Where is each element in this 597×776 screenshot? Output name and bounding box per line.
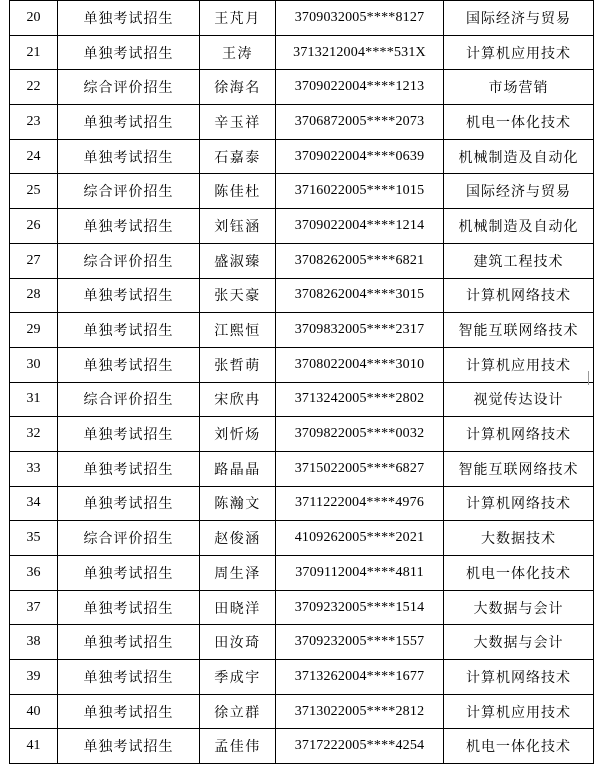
table-row bbox=[10, 451, 594, 486]
cell-admission-type: 单独考试招生 bbox=[58, 694, 200, 729]
cell-admission-type: 单独考试招生 bbox=[58, 35, 200, 70]
cell-admission-type: 单独考试招生 bbox=[58, 625, 200, 660]
cell-major: 计算机网络技术 bbox=[444, 660, 594, 695]
cell-serial-number: 24 bbox=[10, 139, 58, 174]
cell-major: 机械制造及自动化 bbox=[444, 139, 594, 174]
table-row bbox=[10, 590, 594, 625]
cell-admission-type: 单独考试招生 bbox=[58, 486, 200, 521]
cell-id-number: 3716022005****1015 bbox=[276, 174, 444, 209]
cell-serial-number: 34 bbox=[10, 486, 58, 521]
cell-serial-number: 25 bbox=[10, 174, 58, 209]
cell-id-number: 3715022005****6827 bbox=[276, 451, 444, 486]
cell-student-name: 周生泽 bbox=[200, 556, 276, 591]
cell-serial-number: 41 bbox=[10, 729, 58, 764]
cell-major: 机电一体化技术 bbox=[444, 556, 594, 591]
table-row bbox=[10, 139, 594, 174]
admission-table bbox=[9, 0, 594, 764]
cell-student-name: 王涛 bbox=[200, 35, 276, 70]
cell-student-name: 徐立群 bbox=[200, 694, 276, 729]
cell-id-number: 3717222005****4254 bbox=[276, 729, 444, 764]
cell-student-name: 张哲萌 bbox=[200, 347, 276, 382]
table-row bbox=[10, 313, 594, 348]
cell-student-name: 田晓洋 bbox=[200, 590, 276, 625]
cell-student-name: 张天豪 bbox=[200, 278, 276, 313]
cell-major: 国际经济与贸易 bbox=[444, 174, 594, 209]
cell-serial-number: 23 bbox=[10, 105, 58, 140]
cell-student-name: 陈佳杜 bbox=[200, 174, 276, 209]
cell-id-number: 3713022005****2812 bbox=[276, 694, 444, 729]
cell-admission-type: 单独考试招生 bbox=[58, 729, 200, 764]
table-row bbox=[10, 521, 594, 556]
cell-major: 智能互联网络技术 bbox=[444, 313, 594, 348]
table-row bbox=[10, 105, 594, 140]
cell-serial-number: 31 bbox=[10, 382, 58, 417]
cell-major: 机械制造及自动化 bbox=[444, 209, 594, 244]
cell-major: 市场营销 bbox=[444, 70, 594, 105]
cell-id-number: 3706872005****2073 bbox=[276, 105, 444, 140]
cell-serial-number: 29 bbox=[10, 313, 58, 348]
cell-id-number: 3708022004****3010 bbox=[276, 347, 444, 382]
cell-admission-type: 单独考试招生 bbox=[58, 278, 200, 313]
cell-serial-number: 40 bbox=[10, 694, 58, 729]
cell-admission-type: 单独考试招生 bbox=[58, 1, 200, 36]
cell-major: 机电一体化技术 bbox=[444, 729, 594, 764]
cell-student-name: 孟佳伟 bbox=[200, 729, 276, 764]
cell-id-number: 3713262004****1677 bbox=[276, 660, 444, 695]
cell-student-name: 宋欣冉 bbox=[200, 382, 276, 417]
table-row bbox=[10, 209, 594, 244]
cell-id-number: 3709832005****2317 bbox=[276, 313, 444, 348]
cell-serial-number: 32 bbox=[10, 417, 58, 452]
table-row bbox=[10, 382, 594, 417]
cell-serial-number: 28 bbox=[10, 278, 58, 313]
cell-major: 国际经济与贸易 bbox=[444, 1, 594, 36]
cell-major: 计算机网络技术 bbox=[444, 486, 594, 521]
cell-student-name: 季成宇 bbox=[200, 660, 276, 695]
cell-admission-type: 综合评价招生 bbox=[58, 382, 200, 417]
cell-major: 建筑工程技术 bbox=[444, 243, 594, 278]
cell-student-name: 石嘉泰 bbox=[200, 139, 276, 174]
admission-table-body bbox=[10, 1, 594, 764]
cell-admission-type: 综合评价招生 bbox=[58, 174, 200, 209]
cell-admission-type: 单独考试招生 bbox=[58, 556, 200, 591]
cell-major: 计算机网络技术 bbox=[444, 278, 594, 313]
cell-admission-type: 单独考试招生 bbox=[58, 139, 200, 174]
cell-major: 计算机应用技术 bbox=[444, 694, 594, 729]
page-edge-marker bbox=[588, 371, 593, 385]
cell-serial-number: 26 bbox=[10, 209, 58, 244]
cell-serial-number: 27 bbox=[10, 243, 58, 278]
cell-id-number: 3709822005****0032 bbox=[276, 417, 444, 452]
cell-student-name: 陈瀚文 bbox=[200, 486, 276, 521]
cell-admission-type: 综合评价招生 bbox=[58, 521, 200, 556]
cell-id-number: 3713242005****2802 bbox=[276, 382, 444, 417]
table-row bbox=[10, 694, 594, 729]
cell-serial-number: 22 bbox=[10, 70, 58, 105]
cell-major: 智能互联网络技术 bbox=[444, 451, 594, 486]
cell-serial-number: 39 bbox=[10, 660, 58, 695]
cell-admission-type: 综合评价招生 bbox=[58, 70, 200, 105]
cell-serial-number: 35 bbox=[10, 521, 58, 556]
cell-admission-type: 单独考试招生 bbox=[58, 209, 200, 244]
cell-id-number: 3709022004****1213 bbox=[276, 70, 444, 105]
cell-admission-type: 单独考试招生 bbox=[58, 660, 200, 695]
table-row bbox=[10, 660, 594, 695]
admission-list-sheet bbox=[9, 0, 593, 764]
table-row bbox=[10, 35, 594, 70]
cell-student-name: 盛淑臻 bbox=[200, 243, 276, 278]
cell-admission-type: 单独考试招生 bbox=[58, 590, 200, 625]
cell-id-number: 3711222004****4976 bbox=[276, 486, 444, 521]
cell-admission-type: 单独考试招生 bbox=[58, 451, 200, 486]
cell-id-number: 4109262005****2021 bbox=[276, 521, 444, 556]
table-row bbox=[10, 70, 594, 105]
cell-id-number: 3709022004****0639 bbox=[276, 139, 444, 174]
table-row bbox=[10, 278, 594, 313]
cell-admission-type: 单独考试招生 bbox=[58, 417, 200, 452]
cell-serial-number: 38 bbox=[10, 625, 58, 660]
cell-admission-type: 单独考试招生 bbox=[58, 313, 200, 348]
cell-major: 计算机应用技术 bbox=[444, 35, 594, 70]
table-row bbox=[10, 243, 594, 278]
cell-student-name: 赵俊涵 bbox=[200, 521, 276, 556]
cell-student-name: 徐海名 bbox=[200, 70, 276, 105]
cell-student-name: 辛玉祥 bbox=[200, 105, 276, 140]
table-row bbox=[10, 729, 594, 764]
cell-serial-number: 37 bbox=[10, 590, 58, 625]
table-row bbox=[10, 625, 594, 660]
cell-student-name: 田汝琦 bbox=[200, 625, 276, 660]
cell-major: 视觉传达设计 bbox=[444, 382, 594, 417]
cell-id-number: 3709022004****1214 bbox=[276, 209, 444, 244]
cell-id-number: 3713212004****531X bbox=[276, 35, 444, 70]
cell-student-name: 刘钰涵 bbox=[200, 209, 276, 244]
cell-id-number: 3709232005****1514 bbox=[276, 590, 444, 625]
cell-id-number: 3709232005****1557 bbox=[276, 625, 444, 660]
cell-admission-type: 单独考试招生 bbox=[58, 105, 200, 140]
cell-major: 计算机网络技术 bbox=[444, 417, 594, 452]
cell-major: 大数据与会计 bbox=[444, 590, 594, 625]
cell-id-number: 3708262004****3015 bbox=[276, 278, 444, 313]
cell-student-name: 路晶晶 bbox=[200, 451, 276, 486]
table-row bbox=[10, 347, 594, 382]
table-row bbox=[10, 556, 594, 591]
cell-serial-number: 33 bbox=[10, 451, 58, 486]
table-row bbox=[10, 174, 594, 209]
cell-major: 计算机应用技术 bbox=[444, 347, 594, 382]
cell-admission-type: 综合评价招生 bbox=[58, 243, 200, 278]
cell-student-name: 王芃月 bbox=[200, 1, 276, 36]
cell-major: 大数据与会计 bbox=[444, 625, 594, 660]
cell-major: 大数据技术 bbox=[444, 521, 594, 556]
cell-major: 机电一体化技术 bbox=[444, 105, 594, 140]
cell-serial-number: 20 bbox=[10, 1, 58, 36]
cell-id-number: 3709112004****4811 bbox=[276, 556, 444, 591]
table-row bbox=[10, 1, 594, 36]
cell-id-number: 3709032005****8127 bbox=[276, 1, 444, 36]
cell-id-number: 3708262005****6821 bbox=[276, 243, 444, 278]
cell-student-name: 江熙恒 bbox=[200, 313, 276, 348]
table-row bbox=[10, 486, 594, 521]
cell-serial-number: 30 bbox=[10, 347, 58, 382]
cell-student-name: 刘忻炀 bbox=[200, 417, 276, 452]
cell-serial-number: 21 bbox=[10, 35, 58, 70]
cell-admission-type: 单独考试招生 bbox=[58, 347, 200, 382]
cell-serial-number: 36 bbox=[10, 556, 58, 591]
table-row bbox=[10, 417, 594, 452]
